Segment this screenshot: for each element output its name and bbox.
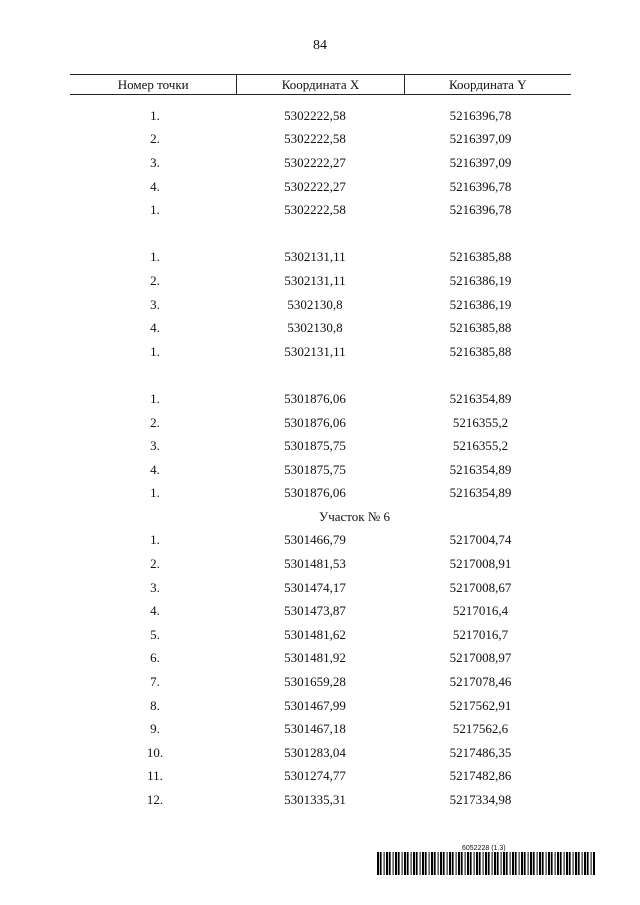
cell-coordinate-y: 5217004,74	[449, 532, 512, 548]
cell-point-number: 10.	[146, 744, 164, 760]
barcode-image	[377, 852, 595, 875]
table-row	[70, 765, 571, 789]
cell-point-number: 2.	[150, 272, 160, 288]
table-row	[70, 788, 571, 812]
cell-coordinate-x: 5302222,58	[284, 202, 346, 218]
cell-coordinate-x: 5301474,17	[284, 579, 346, 595]
cell-coordinate-y: 5216386,19	[449, 272, 512, 288]
cell-coordinate-y: 5217008,91	[449, 556, 512, 572]
table-row	[70, 151, 571, 175]
table-row	[70, 623, 571, 647]
table-row	[70, 387, 571, 411]
cell-coordinate-x: 5301481,62	[284, 626, 346, 642]
table-row	[70, 411, 571, 435]
cell-point-number: 1.	[150, 249, 160, 265]
cell-coordinate-x: 5301467,18	[284, 721, 346, 737]
table-row	[70, 482, 571, 506]
cell-coordinate-y: 5216355,2	[452, 438, 509, 454]
cell-point-number: 4.	[150, 320, 160, 336]
barcode-label: 6052228 (1.3)	[462, 845, 506, 852]
table-header	[70, 74, 571, 95]
cell-coordinate-y: 5216396,78	[449, 107, 512, 123]
table-row	[70, 694, 571, 718]
cell-point-number: 4.	[150, 178, 160, 194]
cell-coordinate-x: 5301875,75	[284, 438, 346, 454]
cell-coordinate-y: 5216396,78	[449, 202, 512, 218]
cell-coordinate-y: 5217562,91	[449, 697, 512, 713]
cell-coordinate-x: 5301481,53	[284, 556, 346, 572]
cell-point-number: 7.	[150, 674, 160, 690]
cell-coordinate-y: 5217482,86	[449, 768, 512, 784]
cell-coordinate-x: 5302131,11	[284, 272, 346, 288]
cell-coordinate-x: 5301876,06	[284, 390, 346, 406]
cell-coordinate-x: 5302130,8	[287, 320, 343, 336]
cell-coordinate-y: 5216354,89	[449, 390, 512, 406]
group-spacer	[70, 222, 571, 246]
cell-coordinate-y: 5216354,89	[449, 461, 512, 477]
header-coordinate-x: Координата X	[236, 75, 403, 94]
table-row	[70, 340, 571, 364]
cell-coordinate-y: 5217008,97	[449, 650, 512, 666]
cell-coordinate-x: 5301876,06	[284, 414, 346, 430]
cell-coordinate-y: 5216385,88	[449, 343, 512, 359]
cell-coordinate-x: 5301274,77	[284, 768, 346, 784]
section-title-text: Участок № 6	[318, 508, 390, 524]
cell-coordinate-x: 5302130,8	[287, 296, 343, 312]
cell-coordinate-x: 5301473,87	[284, 603, 346, 619]
cell-point-number: 4.	[150, 461, 160, 477]
cell-coordinate-y: 5216397,09	[449, 154, 512, 170]
table-row	[70, 576, 571, 600]
cell-point-number: 1.	[150, 107, 160, 123]
cell-coordinate-y: 5216355,2	[452, 414, 509, 430]
cell-point-number: 1.	[150, 202, 160, 218]
table-row	[70, 175, 571, 199]
table-row	[70, 198, 571, 222]
cell-coordinate-x: 5302131,11	[284, 343, 346, 359]
table-row	[70, 458, 571, 482]
group-spacer	[70, 364, 571, 388]
cell-point-number: 1.	[150, 485, 160, 501]
cell-coordinate-x: 5301283,04	[284, 744, 346, 760]
table-row	[70, 293, 571, 317]
cell-point-number: 2.	[150, 414, 160, 430]
header-coordinate-y: Координата Y	[404, 75, 571, 94]
coordinates-table	[70, 74, 571, 812]
cell-coordinate-x: 5302222,27	[284, 178, 346, 194]
table-row	[70, 647, 571, 671]
table-row	[70, 434, 571, 458]
cell-coordinate-y: 5217562,6	[452, 721, 509, 737]
cell-coordinate-y: 5217486,35	[449, 744, 512, 760]
cell-point-number: 9.	[150, 721, 160, 737]
cell-coordinate-y: 5216397,09	[449, 131, 512, 147]
cell-point-number: 12.	[146, 792, 164, 808]
cell-coordinate-y: 5216386,19	[449, 296, 512, 312]
cell-coordinate-x: 5301466,79	[284, 532, 346, 548]
page-number: 84	[313, 38, 327, 53]
table-row	[70, 741, 571, 765]
cell-coordinate-x: 5301659,28	[284, 674, 346, 690]
cell-coordinate-y: 5216385,88	[449, 249, 512, 265]
table-row	[70, 246, 571, 270]
cell-point-number: 1.	[150, 390, 160, 406]
cell-coordinate-x: 5301875,75	[284, 461, 346, 477]
cell-point-number: 6.	[150, 650, 160, 666]
cell-coordinate-y: 5217334,98	[449, 792, 512, 808]
cell-coordinate-y: 5217008,67	[449, 579, 512, 595]
cell-point-number: 2.	[150, 131, 160, 147]
cell-point-number: 3.	[150, 579, 160, 595]
cell-coordinate-x: 5302131,11	[284, 249, 346, 265]
cell-point-number: 1.	[150, 532, 160, 548]
table-row	[70, 269, 571, 293]
cell-coordinate-y: 5216354,89	[449, 485, 512, 501]
cell-point-number: 5.	[150, 626, 160, 642]
cell-coordinate-y: 5216396,78	[449, 178, 512, 194]
cell-coordinate-y: 5217078,46	[449, 674, 512, 690]
section-title	[70, 505, 571, 529]
cell-coordinate-y: 5217016,7	[452, 626, 509, 642]
cell-coordinate-x: 5302222,27	[284, 154, 346, 170]
header-point-number: Номер точки	[117, 77, 189, 92]
cell-point-number: 3.	[150, 438, 160, 454]
table-row	[70, 104, 571, 128]
cell-point-number: 11.	[147, 768, 163, 784]
table-row	[70, 128, 571, 152]
table-body	[70, 104, 571, 812]
cell-point-number: 8.	[150, 697, 160, 713]
cell-coordinate-y: 5216385,88	[449, 320, 512, 336]
cell-coordinate-x: 5302222,58	[284, 131, 346, 147]
table-row	[70, 670, 571, 694]
table-row	[70, 552, 571, 576]
cell-coordinate-x: 5301876,06	[284, 485, 346, 501]
cell-point-number: 3.	[150, 296, 160, 312]
table-row	[70, 717, 571, 741]
cell-point-number: 4.	[150, 603, 160, 619]
cell-coordinate-x: 5302222,58	[284, 107, 346, 123]
table-row	[70, 529, 571, 553]
cell-point-number: 2.	[150, 556, 160, 572]
table-row	[70, 316, 571, 340]
cell-point-number: 3.	[150, 154, 160, 170]
cell-coordinate-x: 5301335,31	[284, 792, 346, 808]
table-row	[70, 599, 571, 623]
cell-coordinate-x: 5301467,99	[284, 697, 346, 713]
cell-coordinate-y: 5217016,4	[452, 603, 509, 619]
cell-point-number: 1.	[150, 343, 160, 359]
cell-coordinate-x: 5301481,92	[284, 650, 346, 666]
